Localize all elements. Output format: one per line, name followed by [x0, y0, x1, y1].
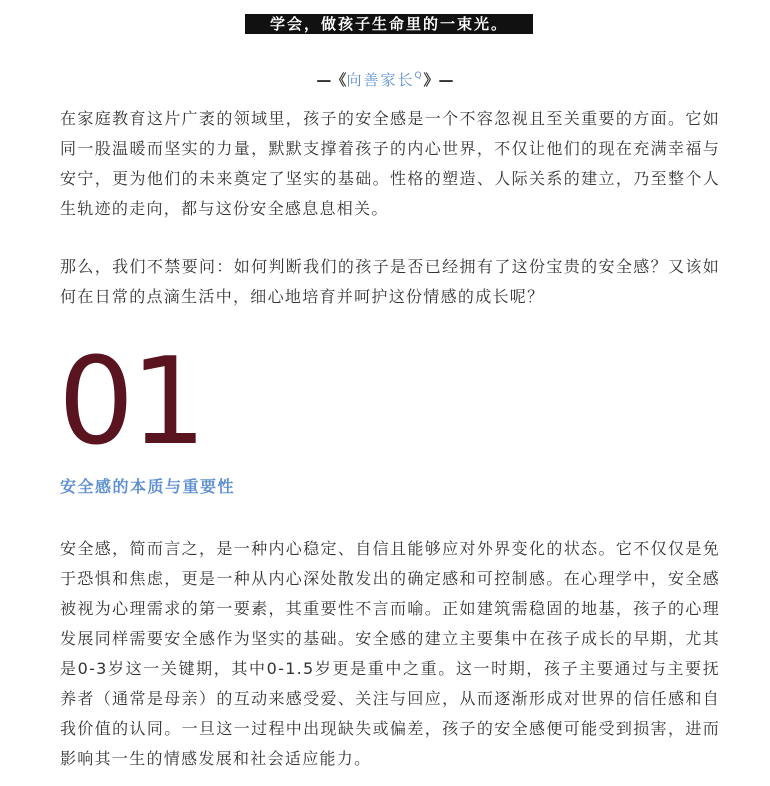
intro-paragraph-2: 那么，我们不禁要问：如何判断我们的孩子是否已经拥有了这份宝贵的安全感？又该如何在日常的点滴生活中，细心地培育并呵护这份情感的成长呢？ — [60, 257, 720, 306]
byline-right: 》— — [423, 71, 454, 89]
section-number: 01 — [58, 333, 203, 472]
header-banner: 学会，做孩子生命里的一束光。 — [245, 14, 533, 34]
section-paragraph: 安全感，简而言之，是一种内心稳定、自信且能够应对外界变化的状态。它不仅仅是免于恐惧和焦虑，更是一种从内心深处散发出的确定感和可控制感。在心理学中，安全感被视为心理需求的第一要素，其重要性不言而喻。正如建筑需稳固的地基，孩子的心理发展同样需要安全感作为坚实的基础。安全感的建立主要集中在孩子成长的早期，尤其是0-3岁这一关键期，其中0-1.5岁更是重中之重。这一时期，孩子主要通过与主要抚养者（通常是母亲）的互动来感受爱、关注与回应，从而逐渐形成对世界的信任感和自我价值的认同。一旦这一过程中出现缺失或偏差，孩子的安全感便可能受到损害，进而影响其一生的情感发展和社会适应能力。 — [60, 539, 720, 768]
intro-paragraph-1: 在家庭教育这片广袤的领域里，孩子的安全感是一个不容忽视且至关重要的方面。它如同一股温暖而坚实的力量，默默支撑着孩子的内心世界，不仅让他们的现在充满幸福与安宁，更为他们的未来奠定了坚实的基础。性格的塑造、人际关系的建立，乃至整个人生轨迹的走向，都与这份安全感息息相关。 — [60, 109, 720, 218]
author-byline — [0, 66, 770, 90]
byline-left: —《 — [316, 71, 347, 89]
byline-mark: Q — [414, 71, 424, 81]
byline-brand-name: 向善家长 — [346, 71, 415, 89]
byline-brand — [346, 71, 423, 89]
section-title: 安全感的本质与重要性 — [60, 477, 236, 496]
